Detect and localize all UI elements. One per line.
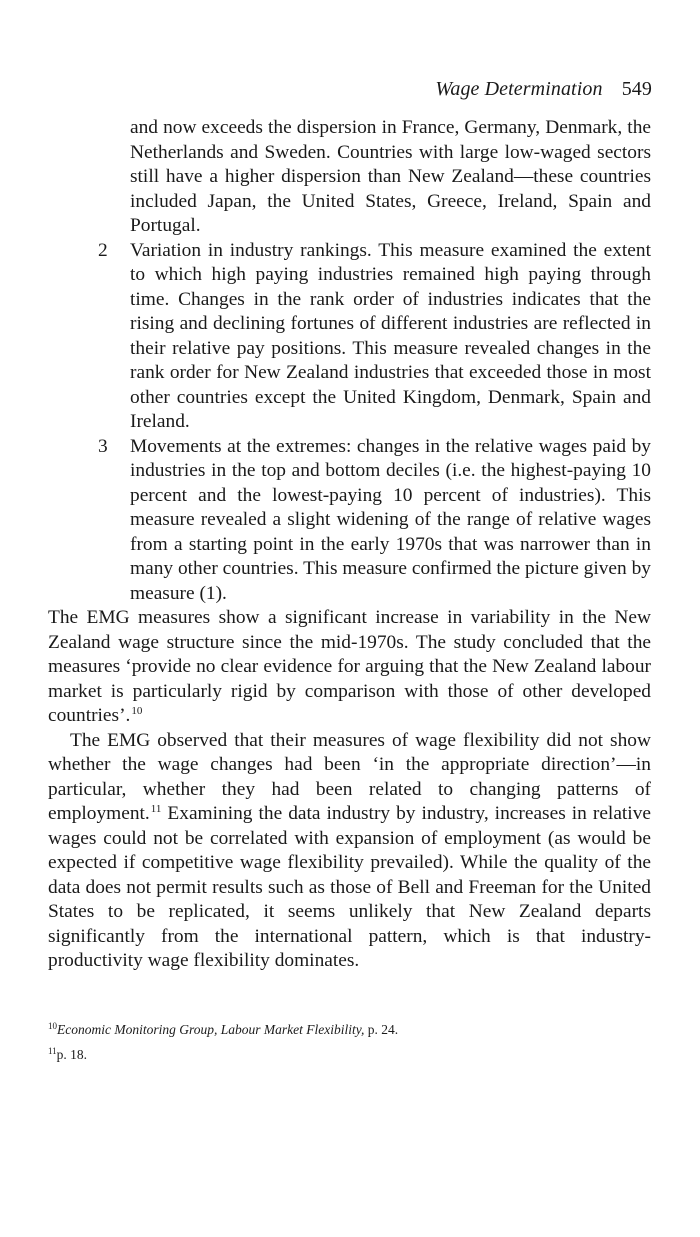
list-item-text: Movements at the extremes: changes in the relative wages paid by industries in the top and bottom deciles (i.e. the highest-paying 10 percent and the lowest-paying 10 percent of industries). This measure revealed a slight widening of the range of relative wages from a starting point in the early 1970s that was narrower than in many other countries. This measure confirmed the picture given by measure (1). bbox=[130, 435, 651, 604]
footnote-mark: 10 bbox=[48, 1021, 57, 1031]
list-item-number: 3 bbox=[98, 435, 108, 457]
list-item-text: Variation in industry rankings. This measure examined the extent to which high paying industries remained high paying through time. Changes in the rank order of industries indicates that the rising and declining fortunes of different industries are reflected in their relative pay positions. This measure revealed changes in the rank order for New Zealand industries that exceeded those in most other countries except the United Kingdom, Denmark, Spain and Ireland. bbox=[130, 239, 651, 432]
page-number: 549 bbox=[621, 78, 652, 100]
body-text bbox=[48, 116, 651, 974]
paragraph-text: The EMG measures show a significant increase in variability in the New Zealand wage structure since the mid-1970s. The study concluded that the measures ‘provide no clear evidence for arguing that the New Zealand labour market is particularly rigid by comparison with those of other developed countries’. bbox=[48, 607, 651, 726]
footnote-mark: 11 bbox=[48, 1046, 57, 1056]
footnote-page: p. 24. bbox=[364, 1022, 399, 1037]
paragraph-emg-observed bbox=[48, 729, 651, 974]
paragraph-emg-measures bbox=[48, 606, 651, 729]
list-item-text: and now exceeds the dispersion in France, Germany, Denmark, the Netherlands and Sweden. Countries with large low-waged sectors still have a higher dispersion than New Zealand—these countries included Japan, the United States, Greece, Ireland, Spain and Portugal. bbox=[130, 117, 651, 236]
footnotes bbox=[48, 1017, 651, 1067]
list-item-3 bbox=[48, 435, 651, 607]
footnote-text: p. 18. bbox=[56, 1047, 88, 1062]
footnote-source: Economic Monitoring Group, Labour Market Flexibility, bbox=[57, 1022, 365, 1037]
paragraph-text: The EMG observed that their measures of wage flexibility did not show whether the wage changes had been ‘in the appropriate direction’—in particular, whether they had been related to changing patterns of employment. bbox=[48, 729, 651, 824]
list-item-1-continuation bbox=[48, 116, 651, 239]
footnote-reference-10[interactable]: 10 bbox=[131, 705, 143, 717]
footnote-11 bbox=[48, 1042, 651, 1067]
running-title: Wage Determination bbox=[435, 78, 603, 100]
paragraph-text: Examining the data industry by industry, increases in relative wages could not be correlated with expansion of employment (as would be expected if competitive wage flexibility prevailed). While the quality of the data does not permit results such as those of Bell and Freeman for the United States to be replicated, it seems unlikely that New Zealand departs significantly from the international pattern, which is that industry-productivity wage flexibility dominates. bbox=[48, 803, 651, 971]
list-item-number: 2 bbox=[98, 239, 108, 261]
running-header bbox=[435, 76, 652, 102]
list-item-2 bbox=[48, 239, 651, 435]
footnote-10 bbox=[48, 1017, 651, 1042]
footnote-reference-11[interactable]: 11 bbox=[150, 803, 162, 815]
